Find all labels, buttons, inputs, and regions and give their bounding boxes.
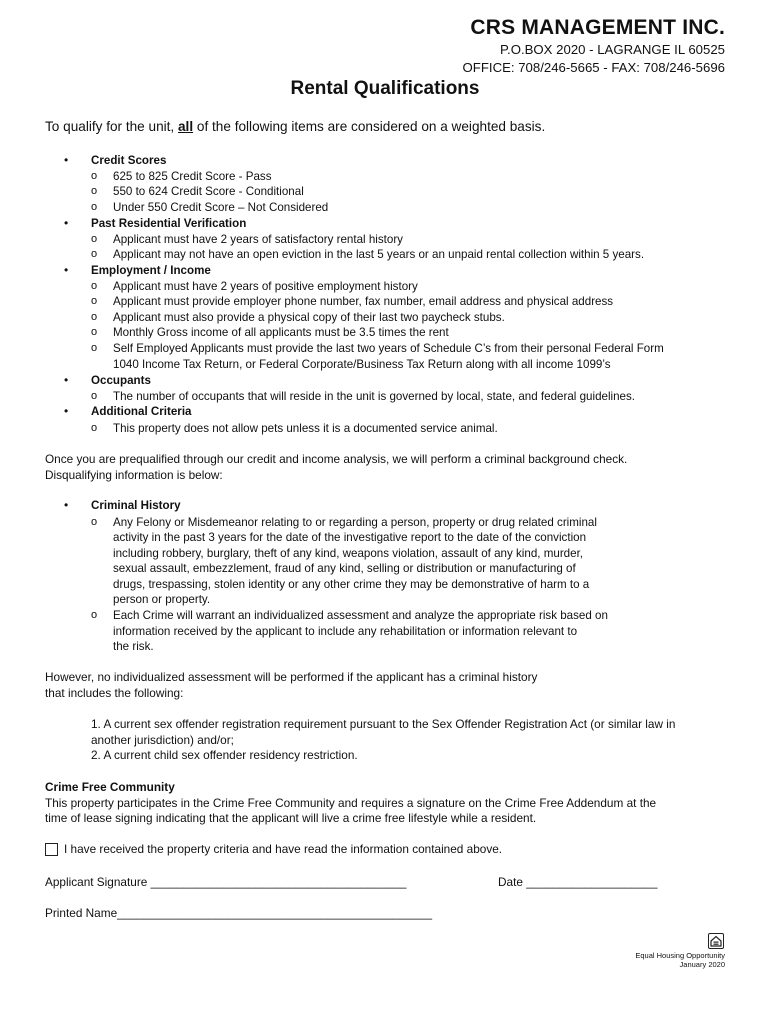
printed-name-field[interactable]: Printed Name________________________________________________ [45, 906, 433, 920]
list-item: Under 550 Credit Score – Not Considered [113, 201, 329, 214]
intro-before: To qualify for the unit, [45, 119, 178, 134]
sub-bullet-glyph: o [91, 280, 98, 292]
sub-bullet-glyph: o [91, 201, 98, 213]
section-heading-residential: Past Residential Verification [91, 217, 247, 230]
sub-bullet-glyph: o [91, 422, 98, 434]
list-item: Each Crime will warrant an individualized assessment and analyze the appropriate risk based on [113, 609, 608, 622]
company-office-fax: OFFICE: 708/246-5665 - FAX: 708/246-5696 [462, 60, 725, 75]
section-heading-additional: Additional Criteria [91, 405, 192, 418]
date-label: Date [498, 875, 523, 889]
background-line-2: Disqualifying information is below: [45, 467, 223, 482]
background-line-1: Once you are prequalified through our credit and income analysis, we will perform a criminal background check. [45, 452, 628, 466]
crime-free-line-1: This property participates in the Crime Free Community and requires a signature on the Crime Free Addendum at the [45, 795, 657, 810]
list-item-continuation: including robbery, burglary, theft of any kind, weapons violation, assault of any kind, murder, [113, 547, 584, 560]
bullet-glyph: • [64, 373, 69, 387]
sub-bullet-glyph: o [91, 390, 98, 402]
date-field[interactable]: ____________________ [526, 875, 658, 889]
sub-bullet-glyph: o [91, 609, 98, 621]
applicant-signature-label: Applicant Signature [45, 875, 148, 889]
sub-bullet-glyph: o [91, 342, 98, 354]
page-title: Rental Qualifications [290, 78, 480, 99]
list-item: Self Employed Applicants must provide the last two years of Schedule C’s from their personal Federal Form [113, 342, 664, 355]
disqualifier-list [91, 717, 675, 764]
list-item-continuation: the risk. [113, 640, 154, 653]
disqualifier-2: 2. A current child sex offender residency restriction. [91, 748, 358, 762]
acknowledge-label: I have received the property criteria and have read the information contained above. [64, 842, 503, 856]
sub-bullet-glyph: o [91, 185, 98, 197]
list-item: Any Felony or Misdemeanor relating to or regarding a person, property or drug related criminal [113, 516, 597, 529]
bullet-glyph: • [64, 216, 69, 230]
applicant-signature-field[interactable]: _______________________________________ [150, 875, 407, 889]
however-line-1: However, no individualized assessment will be performed if the applicant has a criminal history [45, 670, 538, 684]
list-item: The number of occupants that will reside in the unit is governed by local, state, and federal guidelines. [113, 390, 636, 403]
list-item-continuation: activity in the past 3 years for the date of the investigative report to the date of the conviction [113, 531, 587, 544]
disqualifier-1: 1. A current sex offender registration requirement pursuant to the Sex Offender Registration Act (or similar law in [91, 717, 676, 731]
date-row [498, 875, 657, 891]
bullet-glyph: • [64, 404, 69, 418]
sub-bullet-glyph: o [91, 233, 98, 245]
list-item: 625 to 825 Credit Score - Pass [113, 170, 272, 183]
list-item: Applicant must provide employer phone number, fax number, email address and physical address [113, 295, 614, 308]
acknowledge-checkbox[interactable] [45, 843, 58, 856]
list-item: Applicant must have 2 years of satisfactory rental history [113, 233, 403, 246]
crime-free-section [45, 780, 656, 827]
list-item: Applicant must have 2 years of positive employment history [113, 280, 418, 293]
bullet-glyph: • [64, 498, 69, 512]
list-item-continuation: drugs, trespassing, stolen identity or any other crime they may be demonstrative of harm to a [113, 578, 590, 591]
list-item-continuation: 1040 Income Tax Return, or Federal Corporate/Business Tax Return along with all income 1099’s [113, 358, 611, 371]
section-heading-credit: Credit Scores [91, 154, 167, 167]
intro-emphasis: all [178, 119, 194, 134]
list-item: This property does not allow pets unless it is a documented service animal. [113, 422, 498, 435]
list-item: Applicant must also provide a physical copy of their last two paycheck stubs. [113, 311, 505, 324]
intro-text [45, 119, 545, 134]
section-heading-occupants: Occupants [91, 374, 151, 387]
footer-date: January 2020 [679, 960, 725, 969]
background-check-text [45, 452, 627, 483]
section-heading-criminal: Criminal History [91, 499, 181, 512]
sub-bullet-glyph: o [91, 295, 98, 307]
sub-bullet-glyph: o [91, 170, 98, 182]
however-line-2: that includes the following: [45, 685, 184, 700]
company-name: CRS MANAGEMENT INC. [470, 16, 725, 39]
equal-housing-icon [708, 933, 724, 949]
disqualifier-1-continuation: another jurisdiction) and/or; [91, 732, 234, 747]
crime-free-line-2: time of lease signing indicating that the applicant will live a crime free lifestyle while a resident. [45, 811, 537, 825]
sub-bullet-glyph: o [91, 248, 98, 260]
list-item: Applicant may not have an open eviction in the last 5 years or an unpaid rental collection within 5 years. [113, 248, 645, 261]
equal-housing-text: Equal Housing Opportunity [635, 951, 725, 960]
bullet-glyph: • [64, 263, 69, 277]
applicant-signature-row [45, 875, 406, 891]
company-address: P.O.BOX 2020 - LAGRANGE IL 60525 [499, 42, 725, 57]
list-item-continuation: sexual assault, embezzlement, fraud of any kind, selling or distribution or manufacturing of [113, 562, 576, 575]
section-heading-employment: Employment / Income [91, 264, 211, 277]
list-item-continuation: person or property. [113, 593, 211, 606]
sub-bullet-glyph: o [91, 516, 98, 528]
crime-free-heading: Crime Free Community [45, 780, 175, 794]
list-item-continuation: information received by the applicant to include any rehabilitation or information relevant to [113, 625, 578, 638]
bullet-glyph: • [64, 153, 69, 167]
sub-bullet-glyph: o [91, 311, 98, 323]
list-item: Monthly Gross income of all applicants must be 3.5 times the rent [113, 326, 449, 339]
sub-bullet-glyph: o [91, 326, 98, 338]
intro-after: of the following items are considered on a weighted basis. [193, 119, 546, 134]
however-text [45, 670, 537, 701]
list-item: 550 to 624 Credit Score - Conditional [113, 185, 304, 198]
